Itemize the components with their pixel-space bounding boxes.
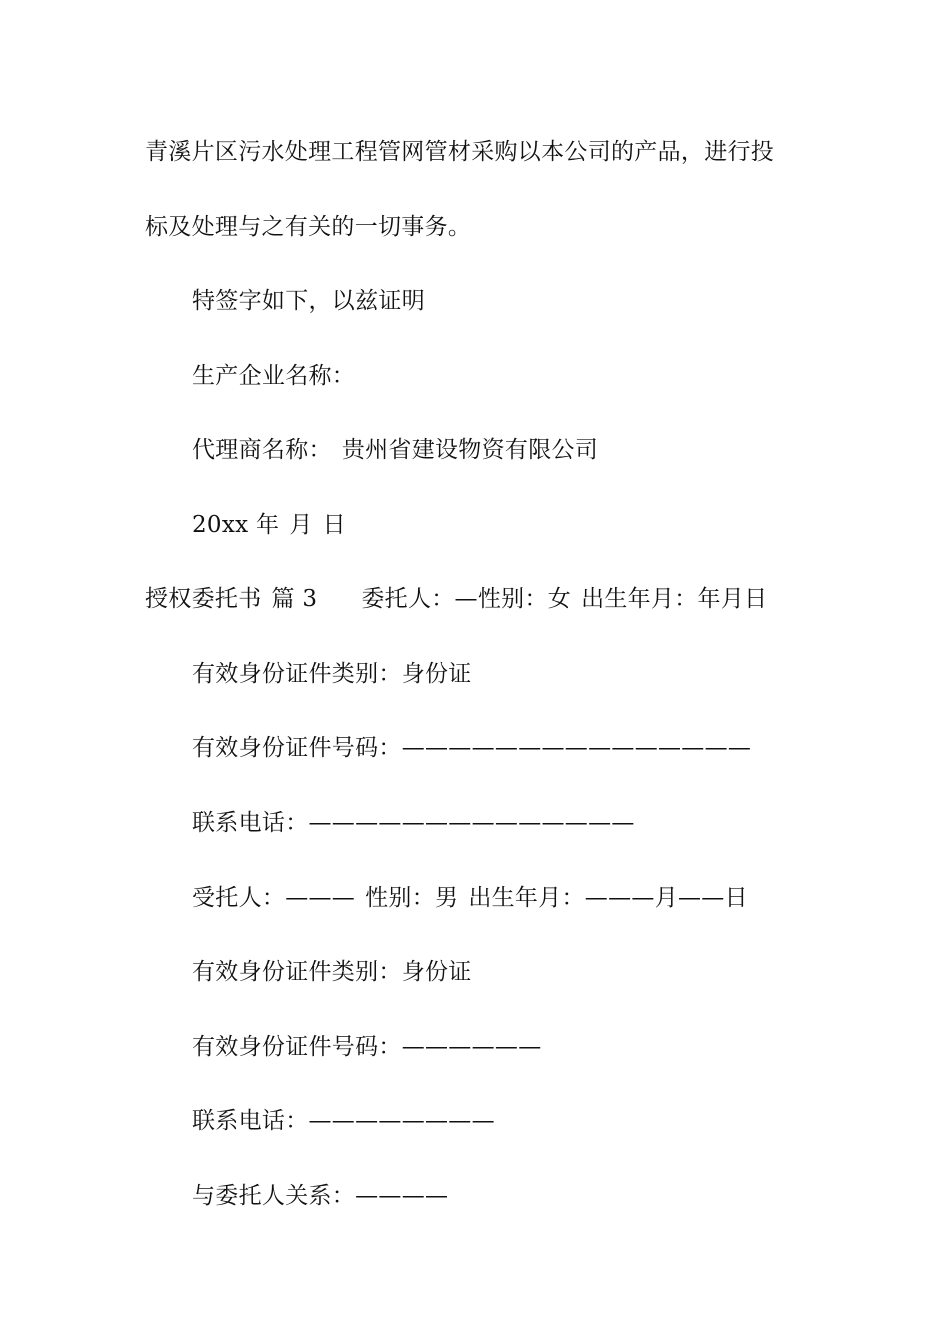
principal-info: 委托人：—性别：女 xyxy=(361,586,572,612)
date-month: 月 xyxy=(289,512,313,538)
agent-gender: 性别：男 xyxy=(365,885,459,911)
section-number: 篇 3 xyxy=(271,586,318,612)
manufacturer-name-label: 生产企业名称： xyxy=(192,363,356,389)
principal-id-type: 有效身份证件类别：身份证 xyxy=(192,661,472,687)
agent-name-value: 贵州省建设物资有限公司 xyxy=(341,437,599,463)
agent-birth: 出生年月：———月——日 xyxy=(468,885,748,911)
agent-phone: 联系电话：———————— xyxy=(192,1108,495,1134)
principal-phone: 联系电话：—————————————— xyxy=(192,810,635,836)
agent-label: 受托人：——— xyxy=(192,885,356,911)
principal-id-number: 有效身份证件号码：——————————————— xyxy=(192,735,752,761)
agent-name-line xyxy=(192,435,598,465)
section-heading-line xyxy=(145,584,767,614)
agent-info-line xyxy=(192,883,748,913)
section-title: 授权委托书 xyxy=(145,586,262,612)
agent-id-type: 有效身份证件类别：身份证 xyxy=(192,959,472,985)
agent-id-number: 有效身份证件号码：—————— xyxy=(192,1034,542,1060)
date-year: 20xx 年 xyxy=(192,512,280,538)
paragraph-line-1: 青溪片区污水处理工程管网管材采购以本公司的产品，进行投 xyxy=(145,139,775,165)
signature-statement: 特签字如下，以兹证明 xyxy=(192,288,425,314)
relationship-to-principal: 与委托人关系：———— xyxy=(192,1183,449,1209)
paragraph-line-2: 标及处理与之有关的一切事务。 xyxy=(145,214,472,240)
principal-birth: 出生年月：年月日 xyxy=(581,586,768,612)
date-line xyxy=(192,510,346,540)
date-day: 日 xyxy=(322,512,346,538)
agent-name-label: 代理商名称： xyxy=(192,437,332,463)
